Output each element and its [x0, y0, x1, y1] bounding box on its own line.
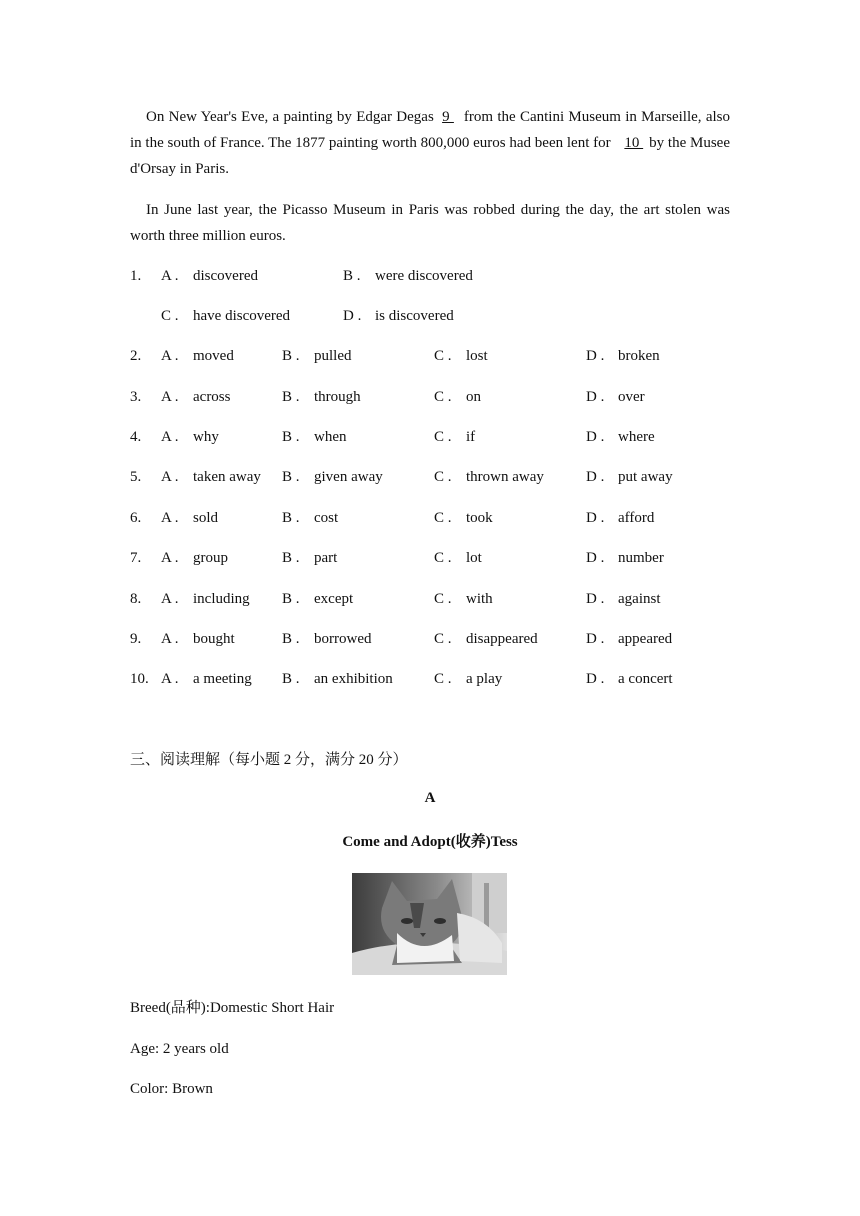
option-letter: A .: [161, 550, 179, 566]
option-text[interactable]: discovered: [193, 268, 258, 284]
article-title: Come and Adopt(收养)Tess: [342, 834, 518, 850]
option-text[interactable]: afford: [618, 510, 655, 526]
option-letter: D .: [343, 308, 362, 324]
option-letter: B .: [282, 389, 300, 405]
option-letter: A .: [161, 631, 179, 647]
option-text[interactable]: is discovered: [375, 308, 454, 324]
para1-text-c: by the Musee d'Orsay in Paris.: [130, 135, 730, 177]
para1-text-a: On New Year's Eve, a painting by Edgar Degas: [146, 109, 439, 125]
option-text[interactable]: borrowed: [314, 631, 372, 647]
option-letter: D .: [586, 550, 605, 566]
question-row: [0, 263, 860, 289]
option-text[interactable]: against: [618, 591, 661, 607]
question-row: [0, 505, 860, 531]
option-letter: C .: [434, 429, 452, 445]
option-letter: C .: [161, 308, 179, 324]
question-row: [0, 424, 860, 450]
question-number: 6.: [130, 510, 142, 526]
option-text[interactable]: why: [193, 429, 219, 445]
option-text[interactable]: put away: [618, 469, 673, 485]
para1-text-b: from the Cantini Museum in Marseille, also in the south of France. The 1877 painting worth 800,000 euros had been lent for: [130, 109, 731, 151]
option-letter: A .: [161, 268, 179, 284]
option-letter: D .: [586, 469, 605, 485]
option-text[interactable]: group: [193, 550, 228, 566]
option-text[interactable]: on: [466, 389, 481, 405]
question-number: 5.: [130, 469, 142, 485]
option-letter: A .: [161, 510, 179, 526]
question-number: 4.: [130, 429, 142, 445]
blank-9: 9: [442, 109, 454, 125]
option-text[interactable]: number: [618, 550, 664, 566]
option-text[interactable]: cost: [314, 510, 339, 526]
option-text[interactable]: if: [466, 429, 476, 445]
option-letter: A .: [161, 389, 179, 405]
pet-detail-line: Color: Brown: [130, 1081, 213, 1097]
question-row: [0, 464, 860, 490]
option-letter: A .: [161, 469, 179, 485]
option-letter: C .: [434, 631, 452, 647]
option-letter: C .: [434, 348, 452, 364]
question-number: 1.: [130, 268, 142, 284]
question-row: [0, 586, 860, 612]
question-number: 2.: [130, 348, 142, 364]
option-text[interactable]: across: [193, 389, 231, 405]
option-letter: D .: [586, 348, 605, 364]
option-text[interactable]: bought: [193, 631, 235, 647]
pet-detail-line: Age: 2 years old: [130, 1041, 229, 1057]
option-letter: B .: [343, 268, 361, 284]
option-text[interactable]: broken: [618, 348, 660, 364]
option-letter: B .: [282, 591, 300, 607]
option-letter: B .: [282, 631, 300, 647]
option-text[interactable]: part: [314, 550, 338, 566]
option-text[interactable]: taken away: [193, 469, 261, 485]
option-text[interactable]: lot: [466, 550, 482, 566]
question-number: 10.: [130, 671, 149, 687]
option-letter: B .: [282, 348, 300, 364]
option-letter: A .: [161, 429, 179, 445]
option-letter: B .: [282, 469, 300, 485]
option-text[interactable]: disappeared: [466, 631, 538, 647]
option-letter: D .: [586, 429, 605, 445]
option-letter: C .: [434, 469, 452, 485]
option-letter: A .: [161, 591, 179, 607]
option-text[interactable]: including: [193, 591, 250, 607]
option-text[interactable]: a meeting: [193, 671, 252, 687]
question-row: [0, 666, 860, 692]
question-number: 3.: [130, 389, 142, 405]
question-row: [0, 343, 860, 369]
question-number: 8.: [130, 591, 142, 607]
option-text[interactable]: moved: [193, 348, 234, 364]
section-heading: 三、阅读理解（每小题 2 分，满分 20 分）: [130, 752, 408, 768]
option-letter: D .: [586, 389, 605, 405]
option-text[interactable]: when: [314, 429, 347, 445]
question-row: [0, 545, 860, 571]
question-number: 9.: [130, 631, 142, 647]
option-text[interactable]: where: [618, 429, 655, 445]
option-text[interactable]: were discovered: [375, 268, 473, 284]
blank-10: 10: [624, 135, 644, 151]
option-text[interactable]: through: [314, 389, 361, 405]
question-row: [0, 626, 860, 652]
option-letter: C .: [434, 510, 452, 526]
option-text[interactable]: except: [314, 591, 354, 607]
option-letter: D .: [586, 591, 605, 607]
option-letter: C .: [434, 389, 452, 405]
option-text[interactable]: have discovered: [193, 308, 291, 324]
question-number: 7.: [130, 550, 142, 566]
option-text[interactable]: sold: [193, 510, 219, 526]
option-letter: D .: [586, 631, 605, 647]
cloze-paragraph-2: In June last year, the Picasso Museum in Paris was robbed during the day, the art stolen was worth three million euros.: [130, 202, 730, 244]
option-text[interactable]: a play: [466, 671, 503, 687]
option-letter: C .: [434, 591, 452, 607]
option-text[interactable]: lost: [466, 348, 488, 364]
option-text[interactable]: pulled: [314, 348, 352, 364]
question-row: [0, 384, 860, 410]
question-row-continued: [0, 303, 860, 329]
option-text[interactable]: appeared: [618, 631, 673, 647]
cloze-paragraph-1: [130, 104, 730, 182]
part-label: A: [424, 790, 436, 806]
option-text[interactable]: given away: [314, 469, 383, 485]
option-letter: A .: [161, 348, 179, 364]
option-letter: B .: [282, 429, 300, 445]
option-letter: C .: [434, 550, 452, 566]
option-text[interactable]: a concert: [618, 671, 673, 687]
option-letter: B .: [282, 550, 300, 566]
option-letter: D .: [586, 671, 605, 687]
option-letter: C .: [434, 671, 452, 687]
option-text[interactable]: over: [618, 389, 645, 405]
option-text[interactable]: thrown away: [466, 469, 544, 485]
option-letter: B .: [282, 510, 300, 526]
option-letter: D .: [586, 510, 605, 526]
option-text[interactable]: an exhibition: [314, 671, 393, 687]
option-letter: A .: [161, 671, 179, 687]
option-letter: B .: [282, 671, 300, 687]
option-text[interactable]: with: [466, 591, 493, 607]
cat-photo: [352, 873, 507, 975]
option-text[interactable]: took: [466, 510, 493, 526]
pet-detail-line: Breed(品种):Domestic Short Hair: [130, 1000, 335, 1016]
